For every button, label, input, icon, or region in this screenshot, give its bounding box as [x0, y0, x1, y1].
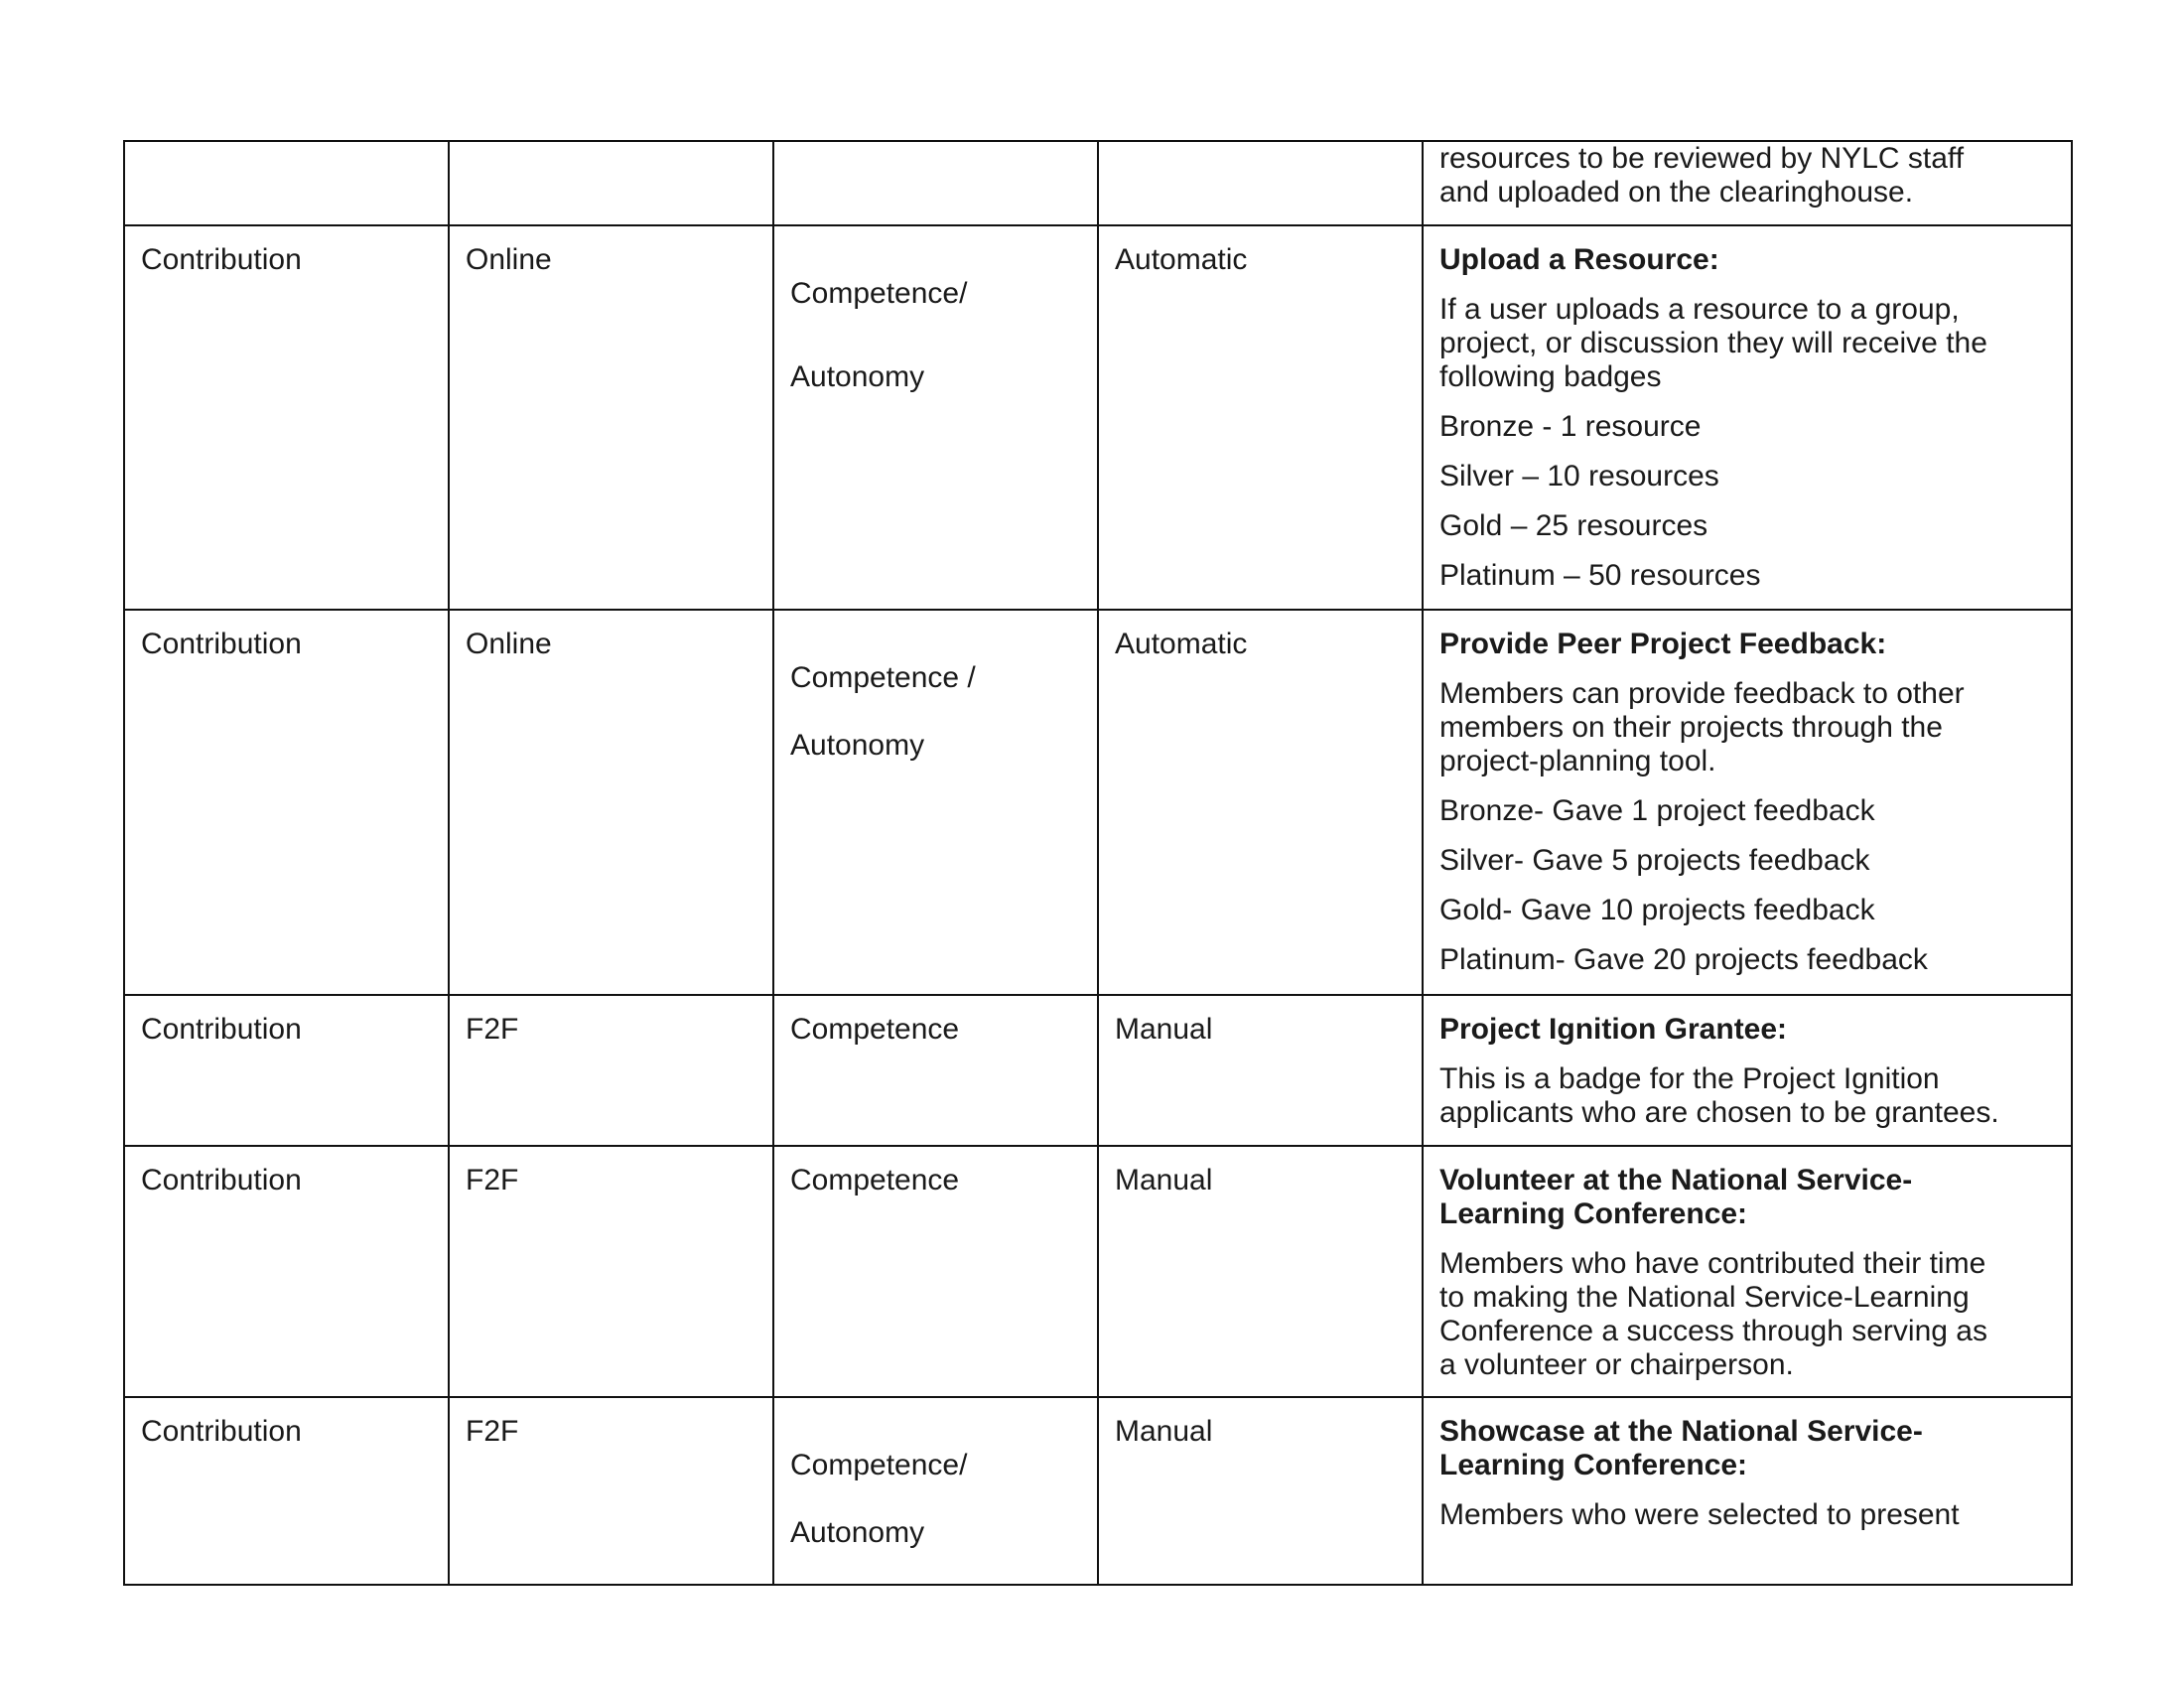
badge-need: Competence — [790, 1164, 960, 1196]
award-cell — [1098, 610, 1423, 995]
need-cell — [773, 1397, 1098, 1585]
type-cell — [124, 1397, 449, 1585]
table-row — [124, 1146, 2072, 1397]
type-cell — [124, 610, 449, 995]
continued-description: resources to be reviewed by NYLC staff and uploaded on the clearinghouse. — [1439, 142, 1965, 209]
badge-type: Contribution — [141, 1415, 302, 1448]
award-cell — [1098, 995, 1423, 1146]
need-cell — [773, 141, 1098, 225]
need-line-1: Competence / — [790, 661, 976, 694]
need-cell — [773, 610, 1098, 995]
description-cell — [1423, 225, 2072, 610]
badge-level: Bronze- Gave 1 project feedback — [1439, 794, 1875, 827]
type-cell — [124, 1146, 449, 1397]
type-cell — [124, 995, 449, 1146]
need-cell — [773, 225, 1098, 610]
type-cell — [124, 225, 449, 610]
need-cell — [773, 995, 1098, 1146]
badge-level: Gold – 25 resources — [1439, 509, 1708, 542]
badge-description: If a user uploads a resource to a group, project, or discussion they will receive the following badges — [1439, 293, 1987, 393]
badge-title: Project Ignition Grantee: — [1439, 1013, 1788, 1046]
award-cell — [1098, 225, 1423, 610]
description-cell — [1423, 1397, 2072, 1585]
need-line-2: Autonomy — [790, 360, 925, 393]
badge-mode: F2F — [466, 1415, 519, 1448]
description-cell — [1423, 1146, 2072, 1397]
need-cell — [773, 1146, 1098, 1397]
badge-level: Bronze - 1 resource — [1439, 410, 1702, 443]
badge-mode: Online — [466, 243, 552, 276]
badge-type: Contribution — [141, 1164, 302, 1196]
mode-cell — [449, 610, 773, 995]
mode-cell — [449, 225, 773, 610]
table-row — [124, 610, 2072, 995]
badge-title: Volunteer at the National Service- Learning Conference: — [1439, 1164, 1913, 1230]
badge-level: Silver- Gave 5 projects feedback — [1439, 844, 1870, 877]
badge-need — [790, 611, 1083, 796]
badge-mode: F2F — [466, 1164, 519, 1196]
description-cell — [1423, 141, 2072, 225]
badge-description: Members who have contributed their time to making the National Service-Learning Conference a success through serving as a volunteer or chairperson. — [1439, 1247, 1987, 1381]
badge-award: Automatic — [1115, 243, 1248, 276]
table-row — [124, 225, 2072, 610]
table-row — [124, 1397, 2072, 1585]
award-cell — [1098, 141, 1423, 225]
badge-description: Members who were selected to present — [1439, 1498, 1960, 1531]
badge-level: Platinum – 50 resources — [1439, 559, 1761, 592]
type-cell — [124, 141, 449, 225]
award-cell — [1098, 1397, 1423, 1585]
table-row — [124, 141, 2072, 225]
badge-need — [790, 226, 1083, 428]
badge-award: Manual — [1115, 1415, 1213, 1448]
badge-type: Contribution — [141, 628, 302, 660]
badge-mode: F2F — [466, 1013, 519, 1046]
mode-cell — [449, 1146, 773, 1397]
badge-award: Manual — [1115, 1013, 1213, 1046]
mode-cell — [449, 995, 773, 1146]
description-cell — [1423, 610, 2072, 995]
mode-cell — [449, 1397, 773, 1585]
badge-table — [123, 140, 2073, 1586]
badge-level: Gold- Gave 10 projects feedback — [1439, 894, 1875, 926]
badge-level: Silver – 10 resources — [1439, 460, 1719, 492]
badge-title: Showcase at the National Service- Learning Conference: — [1439, 1415, 1923, 1481]
description-cell — [1423, 995, 2072, 1146]
need-line-2: Autonomy — [790, 1516, 925, 1549]
need-line-1: Competence/ — [790, 1449, 968, 1481]
badge-type: Contribution — [141, 1013, 302, 1046]
award-cell — [1098, 1146, 1423, 1397]
table-row — [124, 995, 2072, 1146]
need-line-1: Competence/ — [790, 277, 968, 310]
badge-level: Platinum- Gave 20 projects feedback — [1439, 943, 1928, 976]
badge-title: Upload a Resource: — [1439, 243, 1719, 276]
badge-award: Automatic — [1115, 628, 1248, 660]
badge-mode: Online — [466, 628, 552, 660]
badge-need: Competence — [790, 1013, 960, 1046]
badge-description: This is a badge for the Project Ignition applicants who are chosen to be grantees. — [1439, 1062, 1999, 1129]
badge-need — [790, 1398, 1083, 1584]
badge-type: Contribution — [141, 243, 302, 276]
need-line-2: Autonomy — [790, 729, 925, 762]
badge-title: Provide Peer Project Feedback: — [1439, 628, 1887, 660]
badge-description: Members can provide feedback to other members on their projects through the project-planning tool. — [1439, 677, 1965, 777]
badge-award: Manual — [1115, 1164, 1213, 1196]
mode-cell — [449, 141, 773, 225]
